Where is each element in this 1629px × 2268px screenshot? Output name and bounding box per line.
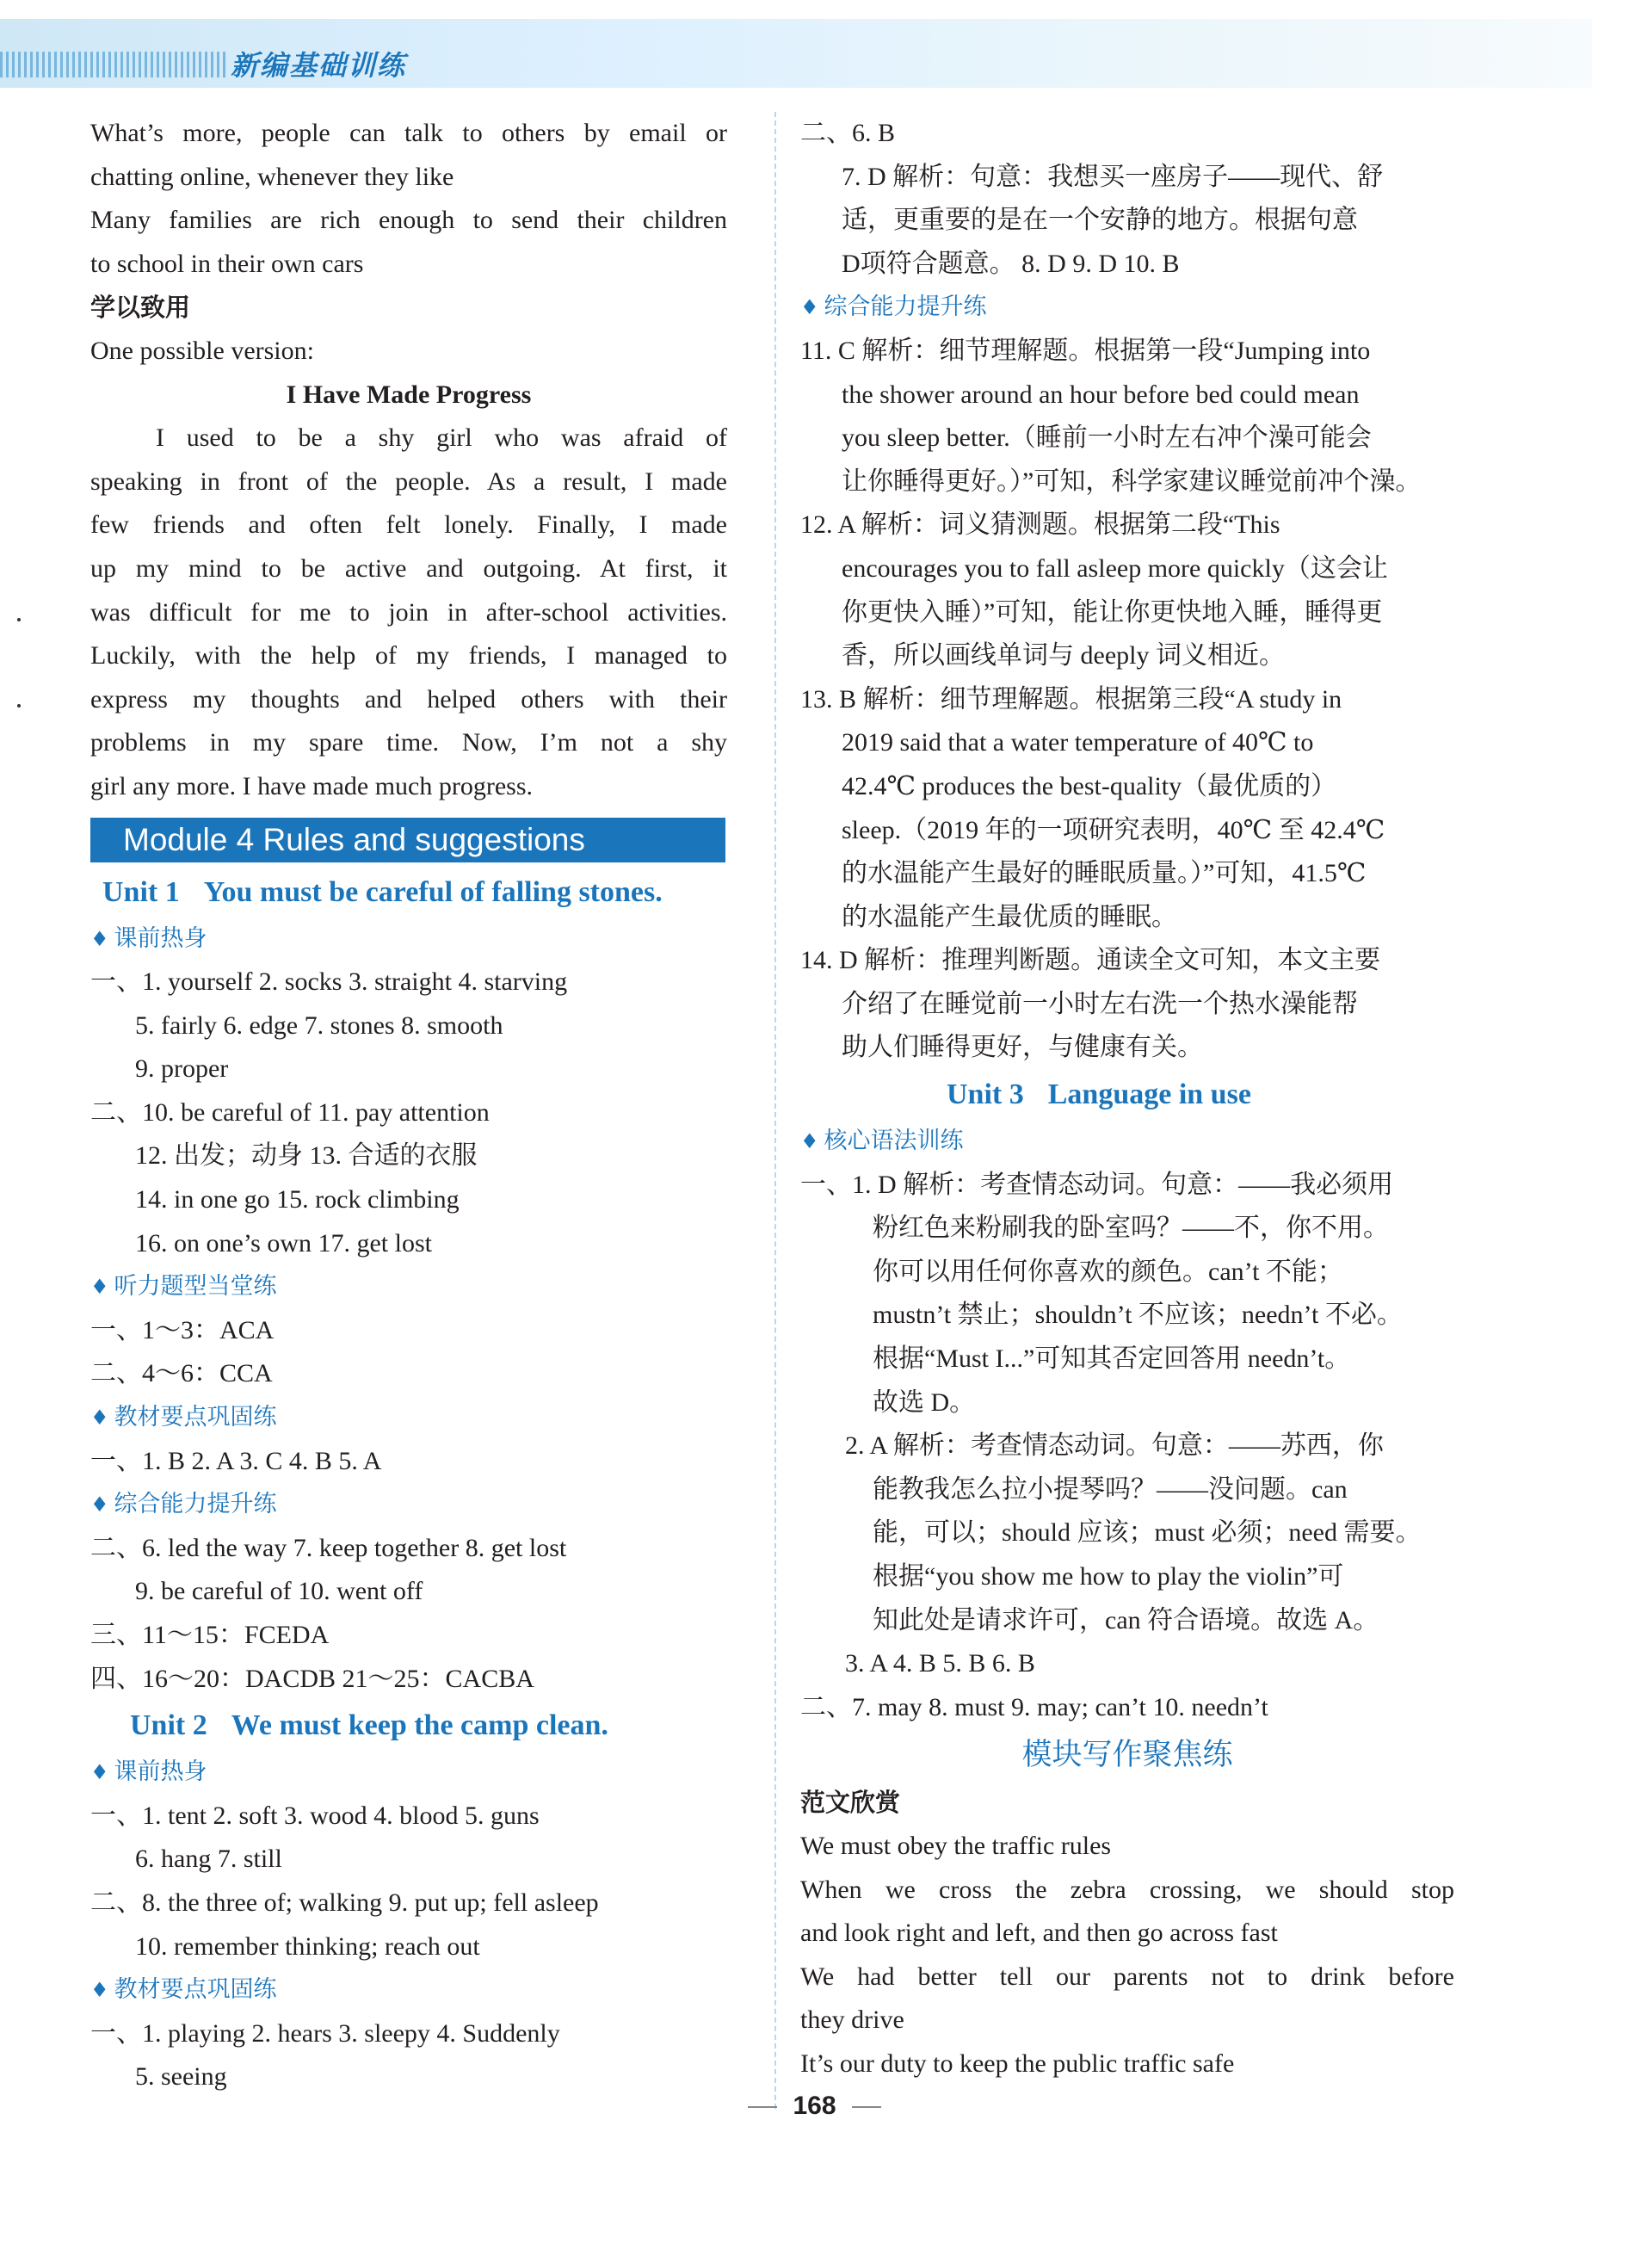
essay-line: girl any more. I have made much progress.	[90, 771, 533, 800]
section-heading-textbook: ♦ 教材要点巩固练	[90, 1396, 727, 1440]
writing-section-title: 模块写作聚焦练	[1021, 1738, 1233, 1773]
answer-line: 11. C 解析：细节理解题。根据第一段“Jumping into	[800, 336, 1371, 365]
section-heading-apply: 学以致用	[90, 293, 191, 323]
sample-line: It’s our duty to keep the public traffic safe	[800, 2049, 1235, 2078]
answer-line: 2019 said that a water temperature of 40℃ to	[842, 728, 1314, 757]
answer-line: 一、1. D 解析：考查情态动词。句意：——我必须用	[800, 1170, 1394, 1199]
answer-line: 42.4℃ produces the best-quality（最优质的）	[842, 771, 1337, 800]
answer-line: 二、10. be careful of 11. pay attention	[90, 1097, 490, 1127]
answer-line: 一、1～3：ACA	[90, 1315, 275, 1344]
unit-heading: We must keep the camp clean.	[231, 1709, 608, 1742]
answer-line: 能，可以；should 应该；must 必须；need 需要。	[873, 1518, 1422, 1548]
unit-1-title	[90, 868, 727, 918]
text-line: chatting online, whenever they like	[90, 162, 454, 191]
answer-line: 2. A 解析：考查情态动词。句意：——苏西，你	[845, 1431, 1384, 1461]
answer-line: 二、6. led the way 7. keep together 8. get lost	[90, 1533, 567, 1562]
essay-line: Luckily, with the help of my friends, I managed to	[90, 641, 727, 671]
unit-heading: Language in use	[1047, 1078, 1251, 1111]
answer-line: 的水温能产生最好的睡眠质量。）”可知，41.5℃	[842, 859, 1367, 888]
answer-line: 三、11～15：FCEDA	[90, 1621, 330, 1649]
answer-line: 二、6. B	[800, 119, 896, 147]
answer-line: 13. B 解析：细节理解题。根据第三段“A study in	[800, 684, 1342, 714]
sample-line: they drive	[800, 2005, 904, 2035]
unit-3-title	[800, 1070, 1454, 1120]
answer-line: 介绍了在睡觉前一小时左右洗一个热水澡能帮	[842, 989, 1358, 1018]
answer-line: mustn’t 禁止；shouldn’t 不应该；needn’t 不必。	[873, 1301, 1403, 1330]
section-heading-sample: 范文欣赏	[800, 1788, 901, 1818]
answer-line: 能教我怎么拉小提琴吗？——没问题。can	[873, 1474, 1348, 1504]
answer-line: 知此处是请求许可，can 符合语境。故选 A。	[873, 1605, 1379, 1635]
text-line: One possible version:	[90, 336, 314, 365]
answer-line: 5. seeing	[135, 2062, 227, 2092]
answer-line: 7. D 解析：句意：我想买一座房子——现代、舒	[842, 162, 1384, 191]
essay-line: I used to be a shy girl who was afraid of	[156, 423, 727, 453]
answer-line: 一、1. playing 2. hears 3. sleepy 4. Suddenly	[90, 2018, 560, 2048]
section-heading-grammar: ♦ 核心语法训练	[800, 1120, 1454, 1164]
text-line: to school in their own cars	[90, 249, 364, 278]
text-line: Many families are rich enough to send their children	[90, 206, 727, 235]
essay-line: few friends and often felt lonely. Finally, I made	[90, 510, 727, 540]
diamond-icon: ♦	[800, 295, 819, 320]
book-series-title: 新编基础训练	[231, 49, 407, 82]
unit-label: Unit 3	[947, 1078, 1024, 1111]
answer-line: 9. proper	[135, 1054, 229, 1084]
section-heading-comprehensive: ♦ 综合能力提升练	[90, 1483, 727, 1527]
answer-line: you sleep better.（睡前一小时左右冲个澡可能会	[842, 423, 1372, 453]
section-heading-warmup: ♦ 课前热身	[90, 918, 727, 961]
header-decoration	[0, 52, 228, 77]
answer-line: 14. in one go 15. rock climbing	[135, 1185, 460, 1214]
sample-line: We had better tell our parents not to drink before	[800, 1962, 1454, 1991]
answer-line: 二、7. may 8. must 9. may; can’t 10. needn’t	[800, 1692, 1268, 1721]
essay-line: problems in my spare time. Now, I’m not a shy	[90, 728, 727, 757]
answer-line: 12. 出发；动身 13. 合适的衣服	[135, 1141, 478, 1171]
answer-line: 故选 D。	[873, 1387, 976, 1417]
answer-line: 14. D 解析：推理判断题。通读全文可知，本文主要	[800, 946, 1381, 975]
unit-label: Unit 2	[130, 1709, 207, 1742]
answer-line: 3. A 4. B 5. B 6. B	[845, 1649, 1035, 1678]
essay-title: I Have Made Progress	[286, 380, 532, 409]
dash-decoration	[748, 2106, 777, 2108]
answer-line: 二、4～6：CCA	[90, 1359, 273, 1388]
answer-line: 10. remember thinking; reach out	[135, 1931, 480, 1961]
essay-line: up my mind to be active and outgoing. At first, it	[90, 553, 727, 583]
diamond-icon: ♦	[90, 1760, 109, 1785]
answer-line: 12. A 解析：词义猜测题。根据第二段“This	[800, 510, 1280, 540]
answer-line: the shower around an hour before bed could mean	[842, 380, 1360, 409]
sample-line: We must obey the traffic rules	[800, 1831, 1112, 1860]
diamond-icon: ♦	[90, 926, 109, 951]
diamond-icon: ♦	[90, 1492, 109, 1517]
answer-line: 助人们睡得更好，与健康有关。	[842, 1033, 1203, 1062]
answer-line: 16. on one’s own 17. get lost	[135, 1228, 432, 1258]
answer-line: 一、1. tent 2. soft 3. wood 4. blood 5. guns	[90, 1801, 540, 1830]
unit-label: Unit 1	[102, 875, 180, 908]
answer-line: 你可以用任何你喜欢的颜色。can’t 不能；	[873, 1257, 1343, 1286]
answer-line: 5. fairly 6. edge 7. stones 8. smooth	[135, 1010, 503, 1040]
page-number	[0, 2092, 1629, 2121]
answer-line: 根据“Must I...”可知其否定回答用 needn’t。	[873, 1344, 1351, 1374]
margin-mark	[17, 618, 21, 621]
answer-line: 香，所以画线单词与 deeply 词义相近。	[842, 641, 1285, 671]
essay-line: speaking in front of the people. As a result, I made	[90, 467, 727, 496]
module-banner: Module 4 Rules and suggestions	[90, 818, 725, 862]
answer-line: 适，更重要的是在一个安静的地方。根据句意	[842, 206, 1358, 235]
answer-line: encourages you to fall asleep more quickly（这会让	[842, 553, 1388, 583]
text-line: What’s more, people can talk to others by email or	[90, 119, 727, 147]
right-column	[800, 112, 1454, 2086]
answer-line: 9. be careful of 10. went off	[135, 1577, 423, 1606]
section-heading-textbook: ♦ 教材要点巩固练	[90, 1968, 727, 2012]
answer-line: 一、1. B 2. A 3. C 4. B 5. A	[90, 1446, 382, 1475]
answer-line: 让你睡得更好。）”可知，科学家建议睡觉前冲个澡。	[842, 467, 1422, 496]
section-heading-warmup: ♦ 课前热身	[90, 1751, 727, 1795]
answer-line: 一、1. yourself 2. socks 3. straight 4. starving	[90, 967, 568, 997]
essay-line: was difficult for me to join in after-school activities.	[90, 597, 727, 627]
sample-line: When we cross the zebra crossing, we should stop	[800, 1875, 1454, 1904]
answer-line: 你更快入睡）”可知，能让你更快地入睡，睡得更	[842, 597, 1383, 627]
essay-line: express my thoughts and helped others with their	[90, 684, 727, 714]
left-column	[90, 112, 727, 2099]
column-divider	[774, 112, 776, 2109]
diamond-icon: ♦	[90, 1978, 109, 2003]
unit-2-title	[90, 1701, 727, 1751]
diamond-icon: ♦	[800, 1129, 819, 1154]
answer-line: 二、8. the three of; walking 9. put up; fell asleep	[90, 1888, 599, 1917]
answer-line: 粉红色来粉刷我的卧室吗？——不，你不用。	[873, 1214, 1389, 1243]
answer-line: 根据“you show me how to play the violin”可	[873, 1562, 1344, 1591]
dash-decoration	[852, 2106, 881, 2108]
section-heading-comprehensive: ♦ 综合能力提升练	[800, 286, 1454, 330]
answer-line: sleep.（2019 年的一项研究表明，40℃ 至 42.4℃	[842, 815, 1385, 844]
unit-heading: You must be careful of falling stones.	[203, 875, 663, 908]
answer-line: 四、16～20：DACDB 21～25：CACBA	[90, 1664, 534, 1693]
answer-line: 的水温能产生最优质的睡眠。	[842, 902, 1177, 931]
sample-line: and look right and left, and then go across fast	[800, 1919, 1278, 1948]
diamond-icon: ♦	[90, 1275, 109, 1300]
answer-line: D项符合题意。 8. D 9. D 10. B	[842, 249, 1180, 278]
page-number-text: 168	[793, 2092, 836, 2120]
answer-line: 6. hang 7. still	[135, 1845, 282, 1874]
diamond-icon: ♦	[90, 1406, 109, 1431]
margin-mark	[17, 704, 21, 708]
section-heading-listening: ♦ 听力题型当堂练	[90, 1265, 727, 1309]
